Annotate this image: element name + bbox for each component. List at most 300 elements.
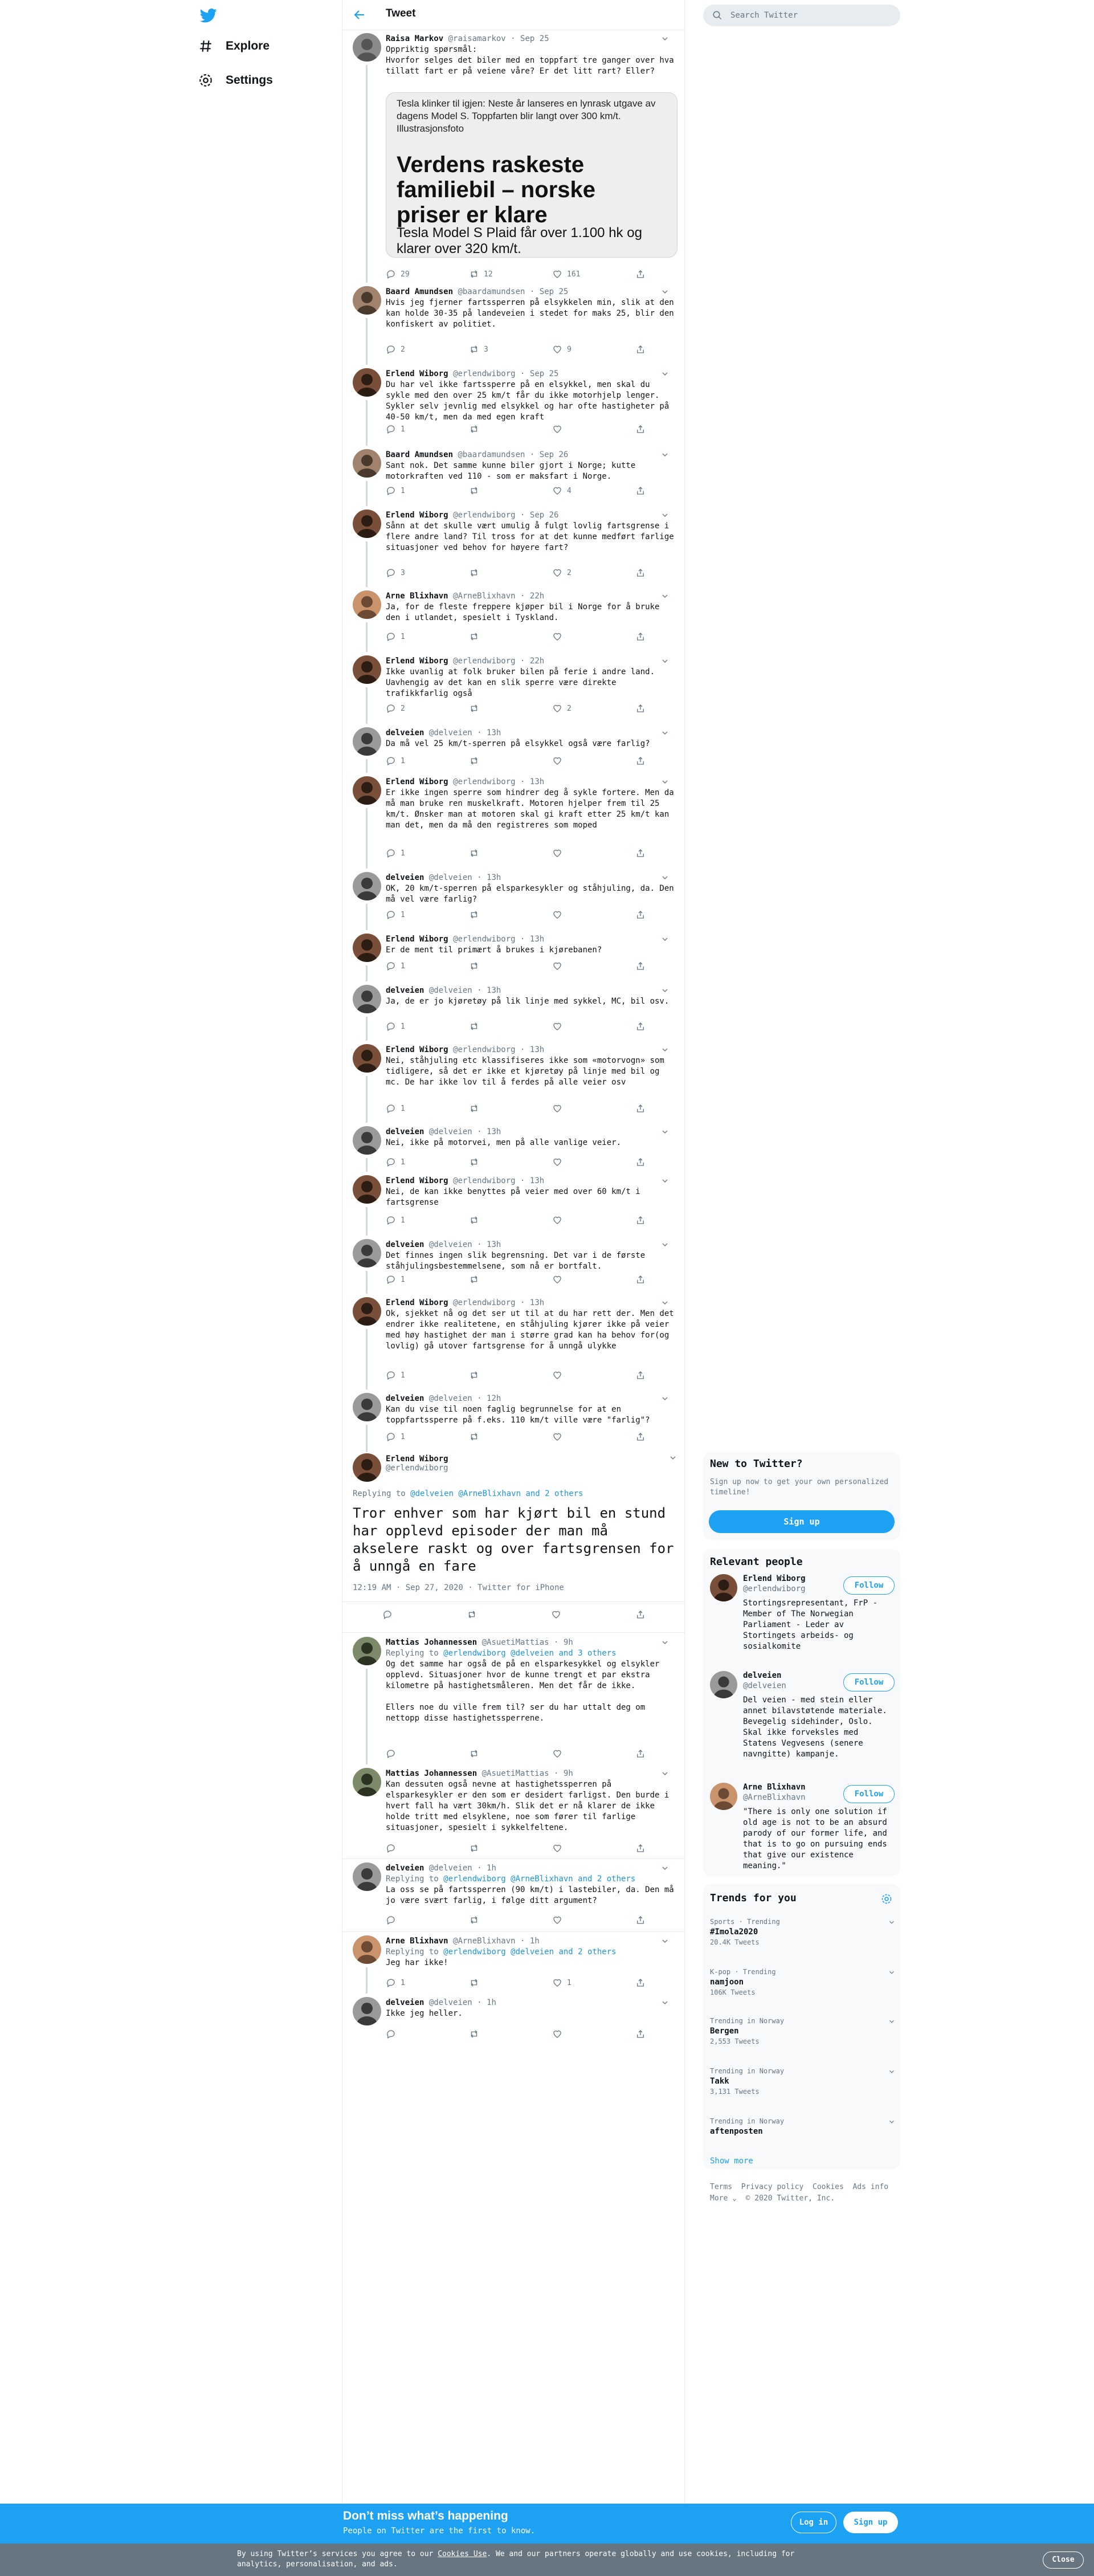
follow-button[interactable]: Follow [843, 1576, 895, 1595]
chevron-down-icon[interactable] [660, 1240, 670, 1249]
retweet-button[interactable] [469, 1274, 484, 1285]
search-input[interactable] [730, 5, 890, 26]
like-button[interactable] [552, 424, 567, 434]
thread-tweet[interactable] [342, 506, 685, 587]
retweet-button[interactable] [469, 2029, 484, 2039]
replying-targets-link[interactable]: @erlendwiborg @delveien and 3 others [443, 1649, 617, 1658]
author-handle[interactable]: @raisamarkov [448, 34, 506, 43]
retweet-button[interactable] [469, 1021, 484, 1032]
cookie-link[interactable]: Cookies Use [438, 2550, 487, 2558]
avatar[interactable] [353, 1935, 381, 1964]
person-name[interactable]: Arne Blixhavn [743, 1783, 806, 1792]
link-card[interactable] [386, 92, 677, 258]
share-button[interactable] [635, 1432, 646, 1442]
author-name[interactable]: Erlend Wiborg [386, 777, 448, 786]
avatar[interactable] [353, 776, 381, 805]
like-button[interactable] [552, 1215, 567, 1225]
like-button[interactable] [552, 269, 580, 279]
tweet-time[interactable]: · 9h [554, 1638, 573, 1647]
author-handle[interactable]: @ArneBlixhavn [453, 592, 516, 601]
share-button[interactable] [635, 1021, 646, 1032]
chevron-down-icon[interactable] [660, 935, 670, 944]
like-button[interactable] [552, 1432, 567, 1442]
tweet-content [386, 286, 679, 354]
like-button[interactable] [551, 1609, 561, 1620]
trend-item[interactable] [710, 1917, 896, 1947]
thread-tweet[interactable] [342, 587, 685, 652]
thread-tweet[interactable] [342, 773, 685, 869]
share-button[interactable] [635, 1274, 646, 1285]
replying-prefix: Replying to [353, 1489, 406, 1498]
avatar[interactable] [353, 510, 381, 538]
chevron-down-icon[interactable] [660, 1127, 670, 1136]
like-button[interactable] [552, 568, 572, 578]
share-button[interactable] [635, 961, 646, 971]
avatar[interactable] [353, 33, 381, 62]
share-button[interactable] [635, 1978, 646, 1988]
focus-timestamp[interactable]: 12:19 AM · Sep 27, 2020 · Twitter for iPhone [353, 1583, 564, 1592]
chevron-down-icon[interactable] [888, 1918, 896, 1926]
retweet-button[interactable] [469, 344, 488, 354]
chevron-down-icon[interactable] [660, 777, 670, 786]
reply-tweet[interactable] [342, 1859, 685, 1932]
chevron-down-icon[interactable] [660, 1937, 670, 1946]
avatar[interactable] [710, 1671, 737, 1698]
retweet-button[interactable] [469, 631, 484, 642]
chevron-down-icon[interactable] [888, 2068, 896, 2076]
author-handle[interactable]: @erlendwiborg [453, 511, 516, 520]
avatar[interactable] [353, 1453, 381, 1482]
reply-button[interactable] [386, 961, 405, 971]
author-handle[interactable]: @AsuetiMattias [481, 1638, 549, 1647]
author-handle[interactable]: @erlendwiborg [453, 1045, 516, 1054]
reply-button[interactable] [386, 1274, 405, 1285]
thread-tweet[interactable] [342, 652, 685, 724]
author-name[interactable]: Arne Blixhavn [386, 1937, 448, 1946]
reply-tweet[interactable] [342, 1633, 685, 1764]
author-name[interactable]: Mattias Johannessen [386, 1638, 477, 1647]
like-button[interactable] [552, 1157, 567, 1167]
author-handle[interactable]: @erlendwiborg [386, 1464, 448, 1473]
author-handle[interactable]: @delveien [428, 728, 472, 737]
retweet-button[interactable] [469, 1215, 484, 1225]
like-button[interactable] [552, 1274, 567, 1285]
chevron-down-icon[interactable] [660, 511, 670, 520]
chevron-down-icon[interactable] [660, 592, 670, 601]
author-handle[interactable]: @ArneBlixhavn [453, 1937, 516, 1946]
share-button[interactable] [635, 1215, 646, 1225]
reply-icon [386, 1843, 396, 1853]
retweet-button[interactable] [469, 756, 484, 766]
retweet-button[interactable] [469, 1915, 484, 1925]
tweet-time[interactable]: · Sep 25 [520, 369, 559, 378]
reply-button[interactable] [386, 2029, 401, 2039]
chevron-down-icon[interactable] [660, 1176, 670, 1185]
focus-author[interactable] [386, 1454, 448, 1473]
author-name[interactable]: Erlend Wiborg [386, 1454, 448, 1464]
author-handle[interactable]: @baardamundsen [458, 450, 525, 459]
reply-button[interactable] [386, 1843, 401, 1853]
retweet-button[interactable] [469, 269, 493, 279]
thread-connector [366, 1425, 368, 1452]
chevron-down-icon[interactable] [660, 1045, 670, 1054]
avatar[interactable] [353, 286, 381, 315]
like-button[interactable] [552, 910, 567, 920]
chevron-down-icon[interactable] [660, 287, 670, 296]
person-name[interactable]: Erlend Wiborg [743, 1574, 806, 1583]
thread-tweet[interactable] [342, 869, 685, 930]
share-button[interactable] [635, 1748, 646, 1759]
share-button[interactable] [635, 1609, 646, 1620]
avatar[interactable] [353, 449, 381, 478]
follow-button[interactable]: Follow [843, 1673, 895, 1691]
reply-button[interactable] [382, 1609, 393, 1620]
retweet-button[interactable] [469, 961, 484, 971]
retweet-button[interactable] [469, 1843, 484, 1853]
share-button[interactable] [635, 1157, 646, 1167]
chevron-down-icon[interactable] [660, 1998, 670, 2007]
thread-tweet[interactable] [342, 1236, 685, 1294]
share-button[interactable] [635, 344, 646, 354]
like-button[interactable] [552, 1748, 567, 1759]
share-button[interactable] [635, 568, 646, 578]
thread-tweet[interactable] [342, 283, 685, 365]
login-button[interactable]: Log in [791, 2512, 836, 2533]
show-more-link[interactable]: Show more [710, 2157, 753, 2166]
retweet-button[interactable] [469, 1103, 484, 1114]
thread-connector [366, 687, 368, 724]
avatar[interactable] [353, 590, 381, 619]
chevron-down-icon[interactable] [660, 873, 670, 882]
retweet-button[interactable] [469, 1978, 484, 1988]
share-button[interactable] [635, 631, 646, 642]
reply-icon [386, 756, 396, 766]
retweet-button[interactable] [467, 1609, 477, 1620]
cookie-close-button[interactable]: Close [1043, 2551, 1084, 2569]
like-button[interactable] [552, 344, 572, 354]
reply-button[interactable] [386, 486, 405, 496]
chevron-down-icon[interactable] [660, 369, 670, 378]
chevron-down-icon[interactable] [660, 1864, 670, 1873]
reply-button[interactable] [386, 1432, 405, 1442]
thread-tweet[interactable] [342, 724, 685, 773]
tweet-time[interactable]: · Sep 25 [529, 287, 569, 296]
author-name[interactable]: Erlend Wiborg [386, 1045, 448, 1054]
avatar[interactable] [710, 1574, 737, 1601]
person-handle[interactable]: @delveien [743, 1681, 786, 1690]
thread-connector [366, 1967, 368, 1994]
author-handle[interactable]: @erlendwiborg [453, 935, 516, 944]
avatar[interactable] [353, 985, 381, 1013]
tweet-time[interactable]: · 22h [520, 657, 545, 666]
author-name[interactable]: Raisa Markov [386, 34, 444, 43]
reply-button[interactable] [386, 756, 405, 766]
retweet-button[interactable] [469, 848, 484, 858]
avatar[interactable] [353, 368, 381, 397]
avatar[interactable] [353, 1239, 381, 1267]
author-handle[interactable]: @delveien [428, 986, 472, 995]
author-name[interactable]: Arne Blixhavn [386, 592, 448, 601]
author-handle[interactable]: @delveien [428, 1394, 472, 1403]
tweet-time[interactable]: · 22h [520, 592, 545, 601]
tweet-time[interactable]: · 12h [477, 1394, 501, 1403]
author-handle[interactable]: @delveien [428, 1864, 472, 1873]
avatar[interactable] [353, 1768, 381, 1796]
author-name[interactable]: Baard Amundsen [386, 450, 454, 459]
tweet-time[interactable]: · 13h [477, 873, 501, 882]
chevron-down-icon[interactable] [888, 1968, 896, 1976]
reply-button[interactable] [386, 1157, 405, 1167]
retweet-button[interactable] [469, 1370, 484, 1380]
reply-tweet[interactable] [342, 1764, 685, 1859]
like-button[interactable] [552, 1370, 567, 1380]
author-handle[interactable]: @erlendwiborg [453, 1176, 516, 1185]
share-button[interactable] [635, 486, 646, 496]
person-handle[interactable]: @ArneBlixhavn [743, 1793, 806, 1802]
reply-button[interactable] [386, 910, 405, 920]
reply-button[interactable] [386, 424, 405, 434]
retweet-button[interactable] [469, 568, 484, 578]
share-button[interactable] [635, 756, 646, 766]
reply-icon [386, 961, 396, 971]
tweet-meta [386, 590, 677, 602]
tweet-actions [386, 486, 636, 497]
trend-item[interactable] [710, 2117, 896, 2137]
tweet-time[interactable]: · 13h [520, 1045, 545, 1054]
author-name[interactable]: delveien [386, 1394, 424, 1403]
author-name[interactable]: Mattias Johannessen [386, 1769, 477, 1778]
author-handle[interactable]: @erlendwiborg [453, 369, 516, 378]
author-handle[interactable]: @baardamundsen [458, 287, 525, 296]
author-name[interactable]: Erlend Wiborg [386, 1298, 448, 1307]
replying-targets-link[interactable]: @erlendwiborg @delveien and 2 others [443, 1947, 617, 1957]
reply-tweet[interactable] [342, 1932, 685, 1994]
chevron-down-icon[interactable] [660, 728, 670, 737]
share-button[interactable] [635, 2029, 646, 2039]
reply-tweet[interactable] [342, 1994, 685, 2046]
chevron-down-icon[interactable] [660, 657, 670, 666]
replying-targets-link[interactable]: @erlendwiborg @ArneBlixhavn and 2 others [443, 1874, 636, 1884]
thread-tweet[interactable] [342, 1041, 685, 1123]
chevron-down-icon[interactable] [668, 1453, 677, 1462]
avatar[interactable] [353, 1297, 381, 1326]
avatar[interactable] [353, 934, 381, 962]
share-button[interactable] [635, 269, 646, 279]
reply-button[interactable] [386, 1021, 405, 1032]
thread-tweet[interactable] [342, 1294, 685, 1389]
reply-button[interactable] [386, 269, 410, 279]
author-handle[interactable]: @erlendwiborg [453, 777, 516, 786]
banner-signup-button[interactable]: Sign up [843, 2512, 898, 2533]
avatar[interactable] [353, 1997, 381, 2025]
reply-button[interactable] [386, 848, 405, 858]
tweet-time[interactable]: · Sep 26 [529, 450, 569, 459]
like-button[interactable] [552, 961, 567, 971]
chevron-down-icon[interactable] [660, 1394, 670, 1403]
retweet-button[interactable] [469, 424, 484, 434]
reply-button[interactable] [386, 1215, 405, 1225]
thread-tweet[interactable] [342, 446, 685, 506]
person-handle[interactable]: @erlendwiborg [743, 1584, 806, 1593]
retweet-icon [469, 1274, 479, 1285]
footer-links[interactable]: Terms Privacy policy Cookies Ads info More ⌄ © 2020 Twitter, Inc. [710, 2183, 889, 2203]
reply-button[interactable] [386, 568, 405, 578]
author-name[interactable]: Erlend Wiborg [386, 369, 448, 378]
avatar[interactable] [353, 1637, 381, 1665]
reply-button[interactable] [386, 1370, 405, 1380]
chevron-down-icon[interactable] [888, 2017, 896, 2025]
avatar[interactable] [353, 727, 381, 756]
retweet-button[interactable] [469, 1432, 484, 1442]
author-handle[interactable]: @delveien [428, 1240, 472, 1249]
thread-tweet[interactable] [342, 365, 685, 446]
share-button[interactable] [635, 424, 646, 434]
tweet-time[interactable]: · 13h [520, 1298, 545, 1307]
author-name[interactable]: delveien [386, 1127, 424, 1136]
author-handle[interactable]: @delveien [428, 873, 472, 882]
author-handle[interactable]: @delveien [428, 1127, 472, 1136]
share-button[interactable] [635, 1103, 646, 1114]
retweet-button[interactable] [469, 910, 484, 920]
like-button[interactable] [552, 631, 567, 642]
settings-gear-icon[interactable] [881, 1893, 892, 1905]
like-button[interactable] [552, 486, 572, 496]
tweet-time[interactable]: · 13h [477, 1240, 501, 1249]
retweet-button[interactable] [469, 1748, 484, 1759]
avatar[interactable] [710, 1783, 737, 1810]
reply-count: 29 [401, 270, 410, 279]
thread-tweet[interactable] [342, 1389, 685, 1452]
trend-label: Trending in Norway [710, 2117, 785, 2125]
share-button[interactable] [635, 848, 646, 858]
author-handle[interactable]: @erlendwiborg [453, 1298, 516, 1307]
author-name[interactable]: Erlend Wiborg [386, 935, 448, 944]
reply-button[interactable] [386, 1748, 401, 1759]
thread-tweet[interactable] [342, 930, 685, 981]
back-arrow-icon[interactable] [353, 8, 366, 22]
trend-item[interactable] [710, 2016, 896, 2046]
reply-count: 3 [401, 568, 405, 577]
thread-tweet[interactable] [342, 1172, 685, 1236]
reply-button[interactable] [386, 1915, 401, 1925]
tweet-time[interactable]: · 1h [477, 1998, 496, 2007]
reply-button[interactable] [386, 1103, 405, 1114]
avatar[interactable] [353, 1862, 381, 1891]
reply-button[interactable] [386, 631, 405, 642]
reply-button[interactable] [386, 1978, 405, 1988]
chevron-down-icon[interactable] [660, 450, 670, 459]
author-name[interactable]: delveien [386, 1240, 424, 1249]
tweet-time[interactable]: · 9h [554, 1769, 573, 1778]
like-button[interactable] [552, 1915, 567, 1925]
tweet-meta [386, 872, 677, 883]
trend-item[interactable] [710, 2066, 896, 2096]
tweet-time[interactable]: · 13h [520, 777, 545, 786]
tweet-time[interactable]: · 1h [477, 1864, 496, 1873]
author-name[interactable]: Erlend Wiborg [386, 511, 448, 520]
like-button[interactable] [552, 1843, 567, 1853]
replying-targets-link[interactable]: @delveien @ArneBlixhavn and 2 others [410, 1489, 583, 1498]
share-button[interactable] [635, 910, 646, 920]
avatar[interactable] [353, 655, 381, 684]
tweet-meta [386, 1768, 677, 1779]
avatar[interactable] [353, 1393, 381, 1421]
chevron-down-icon[interactable] [660, 1769, 670, 1778]
reply-button[interactable] [386, 344, 405, 354]
chevron-down-icon[interactable] [888, 2118, 896, 2126]
like-button[interactable] [552, 756, 567, 766]
retweet-button[interactable] [469, 1157, 484, 1167]
chevron-down-icon[interactable] [660, 986, 670, 995]
avatar[interactable] [353, 1175, 381, 1204]
chevron-down-icon[interactable] [660, 1638, 670, 1647]
like-button[interactable] [552, 1021, 567, 1032]
tweet-time[interactable]: · 13h [477, 986, 501, 995]
tweet-text: Jeg har ikke! [386, 1958, 448, 1967]
avatar[interactable] [353, 872, 381, 900]
author-name[interactable]: Erlend Wiborg [386, 1176, 448, 1185]
tweet-time[interactable]: · 13h [520, 935, 545, 944]
author-handle[interactable]: @AsuetiMattias [481, 1769, 549, 1778]
chevron-down-icon[interactable] [660, 1298, 670, 1307]
like-button[interactable] [552, 848, 567, 858]
share-button[interactable] [635, 1370, 646, 1380]
tweet-time[interactable]: · 13h [477, 728, 501, 737]
like-button[interactable] [552, 2029, 567, 2039]
share-button[interactable] [635, 1843, 646, 1853]
thread-connector [366, 965, 368, 981]
like-button[interactable] [552, 703, 572, 714]
person-name[interactable]: delveien [743, 1671, 782, 1680]
chevron-down-icon[interactable] [660, 34, 670, 43]
author-name[interactable]: delveien [386, 986, 424, 995]
reply-button[interactable] [386, 703, 405, 714]
like-button[interactable] [552, 1978, 572, 1988]
retweet-button[interactable] [469, 486, 484, 496]
thread-tweet[interactable] [342, 30, 685, 283]
tweet-time[interactable]: · Sep 25 [511, 34, 549, 43]
author-handle[interactable]: @delveien [428, 1998, 472, 2007]
avatar[interactable] [353, 1126, 381, 1155]
author-name[interactable]: delveien [386, 1864, 424, 1873]
thread-tweet[interactable] [342, 1123, 685, 1172]
nav-settings[interactable] [198, 73, 273, 88]
signup-button[interactable]: Sign up [709, 1510, 895, 1533]
trend-item[interactable] [710, 1967, 896, 1997]
retweet-button[interactable] [469, 703, 484, 714]
tweet-time[interactable]: · Sep 26 [520, 511, 559, 520]
share-icon [635, 1215, 646, 1225]
twitter-bird-icon[interactable] [198, 7, 219, 24]
author-name[interactable]: Erlend Wiborg [386, 657, 448, 666]
tweet-time[interactable]: · 13h [477, 1127, 501, 1136]
share-button[interactable] [635, 703, 646, 714]
nav-explore[interactable] [198, 39, 270, 54]
avatar[interactable] [353, 1044, 381, 1073]
search-box[interactable] [703, 5, 900, 26]
author-handle[interactable]: @erlendwiborg [453, 657, 516, 666]
author-name[interactable]: delveien [386, 1998, 424, 2007]
thread-tweet[interactable] [342, 981, 685, 1041]
author-name[interactable]: delveien [386, 728, 424, 737]
like-button[interactable] [552, 1103, 567, 1114]
author-name[interactable]: Baard Amundsen [386, 287, 454, 296]
tweet-time[interactable]: · 1h [520, 1937, 540, 1946]
share-button[interactable] [635, 1915, 646, 1925]
author-name[interactable]: delveien [386, 873, 424, 882]
tweet-time[interactable]: · 13h [520, 1176, 545, 1185]
follow-button[interactable]: Follow [843, 1785, 895, 1803]
